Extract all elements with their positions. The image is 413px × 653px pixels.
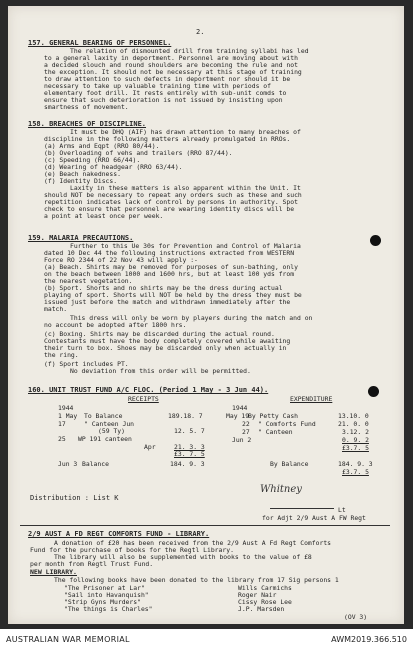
library-line: per month from Regtl Trust Fund. (30, 560, 154, 568)
expenditure-amount: 21. 0. 0 (338, 420, 369, 428)
body-line: The relation of dismounted drill from training syllabi has led (70, 47, 309, 55)
receipt-date: 17 (58, 420, 66, 428)
body-line: to draw attention to such defects in deportment nor should it be (44, 75, 291, 83)
section-158-heading: 158. BREACHES OF DISCIPLINE. (28, 120, 147, 128)
expenditure-item: By Petty Cash (248, 412, 299, 420)
body-line: (d) Wearing of headgear (RRO 63/44). (44, 163, 183, 171)
expenditure-amount: 13.10. 0 (338, 412, 369, 420)
book-title: "Strip Gyns Murders" (64, 598, 141, 606)
receipt-item: " Canteen Jun (84, 420, 135, 428)
body-line: (b) Overloading of vehs and trailers (RRO 87/44). (44, 149, 233, 157)
archive-footer (0, 629, 413, 653)
signature: Whitney (260, 484, 302, 495)
book-author: Roger Nair (238, 591, 277, 599)
body-line: their turn to box. Shoes may be discarded only when actually in (44, 344, 287, 352)
expenditure-amount: 0. 9. 2 (342, 436, 369, 444)
body-line: a decided slouch and round shoulders are becoming the rule and not (44, 61, 298, 69)
archive-reference: AWM2019.366.510 (331, 635, 407, 644)
body-line: no account be adopted after 1800 hrs. (44, 321, 187, 329)
body-line: (c) Speeding (RRO 66/44). (44, 156, 141, 164)
body-line: discipline in the following matters already promulgated in RROs. (44, 135, 291, 143)
archive-source: AUSTRALIAN WAR MEMORIAL (6, 635, 130, 644)
receipt-amount: 12. 5. 7 (174, 427, 205, 435)
receipt-item: Apr (144, 443, 156, 451)
body-line: (b) Sport. Shorts and no shirts may be the dress during actual (44, 284, 283, 292)
punch-hole (370, 235, 381, 246)
library-line: The library will also be supplemented with books to the value of £8 (54, 553, 312, 561)
page-number: 2. (196, 28, 205, 36)
body-line: a point at least once per week. (44, 212, 164, 220)
book-title: "Sail into Havanquish" (64, 591, 149, 599)
receipt-amount: 189.18. 7 (168, 412, 203, 420)
new-books-intro: The following books have been donated to the library from 17 Sig persons 1 (54, 576, 339, 584)
expenditure-date: Jun 2 (232, 436, 252, 444)
body-line: Contestants must have the body completely covered while awaiting (44, 337, 291, 345)
document-page (8, 6, 404, 624)
section-157-heading: 157. GENERAL BEARING OF PERSONNEL. (28, 39, 172, 47)
signature-rank: Lt (338, 506, 346, 514)
body-line: elementary foot drill. It rests entirely with sub-unit comds to (44, 89, 287, 97)
body-line: (c) Boxing. Shirts may be discarded during the actual round. (44, 330, 275, 338)
expenditure-amount: 184. 9. 3 (338, 460, 373, 468)
body-line: ensure that such deterioration is not issued by insisting upon (44, 96, 283, 104)
receipt-date: 25 (58, 435, 66, 443)
receipt-item: (59 Ty) (98, 427, 125, 435)
expenditure-item: " Comforts Fund (258, 420, 316, 428)
body-line: Further to this Ue 30s for Prevention and Control of Malaria (70, 242, 301, 250)
signature-line (270, 508, 334, 509)
body-line: smartness of movement. (44, 103, 129, 111)
signature-for-line: for Adjt 2/9 Aust A FW Regt (262, 514, 366, 522)
expenditure-subtotal: £3.7. 5 (342, 444, 369, 452)
body-line: (f) Identity Discs. (44, 177, 118, 185)
expenditure-date: 27 (242, 428, 250, 436)
body-line: (e) Beach nakedness. (44, 170, 121, 178)
receipts-label: RECEIPTS (128, 395, 159, 403)
expenditure-date: 22 (242, 420, 250, 428)
expenditure-total: £3.7. 5 (342, 468, 369, 476)
distribution-line: Distribution : List K (30, 494, 119, 502)
expenditure-item: " Canteen (258, 428, 293, 436)
new-books-heading: NEW LIBRARY. (30, 568, 77, 576)
body-line: match. (44, 305, 68, 313)
library-heading: 2/9 AUST A FD REGT COMFORTS FUND - LIBRARY. (28, 530, 210, 538)
expenditure-amount: 3.12. 2 (342, 428, 369, 436)
body-line: on the beach between 1000 and 1600 hrs, but at least 100 yds from (44, 270, 295, 278)
body-line: check to ensure that personnel are wearing identity discs will be (44, 205, 295, 213)
body-line: the exception. It should not be necessary at this stage of training (44, 68, 302, 76)
punch-hole (368, 386, 379, 397)
body-line: the nearest vegetation. (44, 277, 133, 285)
receipt-item: Balance (82, 460, 109, 468)
expenditure-label: EXPENDITURE (290, 395, 333, 403)
body-line: the ring. (44, 351, 79, 359)
divider-line (20, 525, 390, 526)
section-159-heading: 159. MALARIA PRECAUTIONS. (28, 234, 134, 242)
body-line: to a general laxity in deportment. Personnel are moving about with (44, 54, 298, 62)
book-title: "The things is Charles" (64, 605, 153, 613)
body-line: This dress will only be worn by players during the match and on (70, 314, 313, 322)
body-line: repetition indicates lack of control by persons in authority. Spot (44, 198, 298, 206)
receipt-date: 1944 (58, 404, 74, 412)
body-line: Laxity in these matters is also apparent within the Unit. It (70, 184, 301, 192)
expenditure-date: 1944 (232, 404, 248, 412)
book-author: J.P. Marsden (238, 605, 285, 613)
receipt-item: To Balance (84, 412, 123, 420)
receipt-date: 1 May (58, 412, 78, 420)
book-author: Cissy Rose Lee (238, 598, 292, 606)
body-line: necessary to take up valuable training time with periods of (44, 82, 272, 90)
book-title: "The Prisoner at Lar" (64, 584, 145, 592)
receipt-total: £3. 7. 5 (174, 450, 205, 458)
body-line: dated 10 Dec 44 the following instructions extracted from WESTERN (44, 249, 295, 257)
receipt-amount: 184. 9. 3 (170, 460, 205, 468)
expenditure-item: By Balance (270, 460, 309, 468)
document-code: (OV 3) (344, 613, 368, 621)
body-line: playing of sport. Shorts will NOT be held by the dress they must be (44, 291, 302, 299)
expenditure-date: May 19 (226, 412, 250, 420)
body-line: It must be DHQ (AIF) has drawn attention to many breaches of (70, 128, 301, 136)
body-line: (f) Sport includes PT. (44, 360, 129, 368)
body-line: No deviation from this order will be permitted. (70, 367, 251, 375)
body-line: (a) Beach. Shirts may be removed for purposes of sun-bathing, only (44, 263, 298, 271)
body-line: should NOT be necessary to repeat any orders such as these and such (44, 191, 302, 199)
body-line: (a) Arms and Eqpt (RRO 80/44). (44, 142, 160, 150)
body-line: issued just before the match and withdrawn immediately after the (44, 298, 291, 306)
book-author: Wills Carmichs (238, 584, 292, 592)
receipt-date: Jun 3 (58, 460, 78, 468)
receipt-amount: 21. 3. 3 (174, 443, 205, 451)
library-line: Fund for the purchase of books for the Regtl Library. (30, 546, 234, 554)
body-line: Force RO 2344 of 22 Nov 43 will apply :- (44, 256, 198, 264)
library-line: A donation of £20 has been received from the 2/9 Aust A Fd Regt Comforts (54, 539, 332, 547)
section-160-heading: 160. UNIT TRUST FUND A/C FLOC. (Period 1 May - 3 Jun 44). (28, 386, 269, 394)
receipt-item: WP 191 canteen (78, 435, 132, 443)
